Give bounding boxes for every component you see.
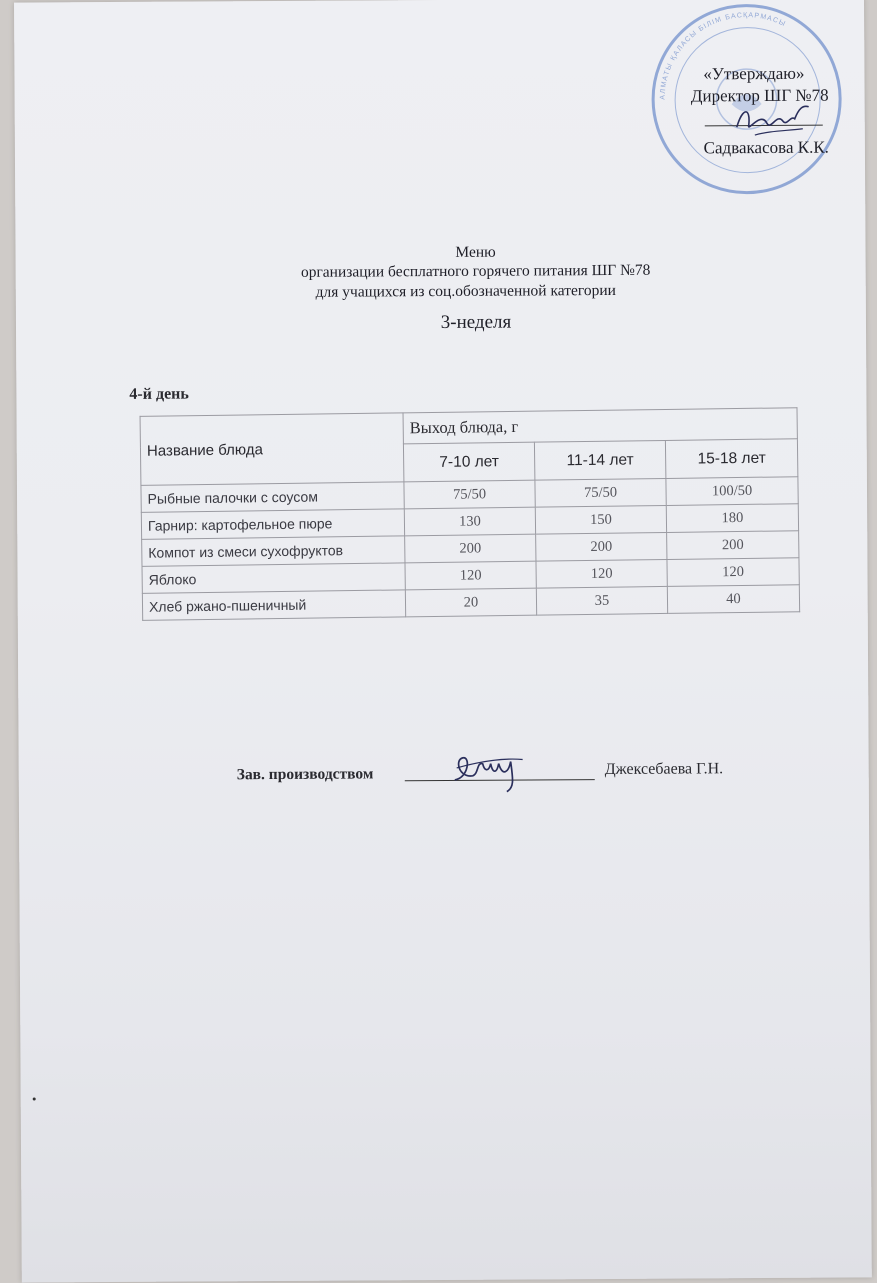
portion-7-10: 20 xyxy=(405,588,536,617)
menu-title: Меню xyxy=(455,243,496,261)
day-label: 4-й день xyxy=(129,385,189,403)
header-age-2: 11-14 лет xyxy=(534,441,665,480)
portion-11-14: 35 xyxy=(536,586,667,615)
menu-table xyxy=(140,407,801,621)
approval-line1: «Утверждаю» xyxy=(703,63,805,84)
production-head-label: Зав. производством xyxy=(236,765,374,784)
header-output: Выход блюда, г xyxy=(403,408,797,445)
header-dish-name: Название блюда xyxy=(140,413,404,485)
portion-7-10: 130 xyxy=(404,507,535,536)
director-signature xyxy=(733,101,813,139)
portion-15-18: 40 xyxy=(667,585,799,614)
production-signature xyxy=(449,747,529,795)
dish-name: Яблоко xyxy=(142,563,405,593)
portion-11-14: 200 xyxy=(536,532,667,561)
stamp-text: АЛМАТЫ ҚАЛАСЫ БІЛІМ БАСҚАРМАСЫ xyxy=(659,12,788,100)
dish-name: Компот из смеси сухофруктов xyxy=(142,536,405,566)
portion-15-18: 100/50 xyxy=(666,477,798,506)
portion-15-18: 180 xyxy=(666,504,798,533)
portion-7-10: 200 xyxy=(405,534,536,563)
dish-name: Гарнир: картофельное пюре xyxy=(141,509,404,539)
portion-7-10: 75/50 xyxy=(404,480,535,509)
approval-line3: Садвакасова К.К. xyxy=(703,137,829,158)
page-mark xyxy=(33,1097,36,1100)
dish-name: Хлеб ржано-пшеничный xyxy=(142,590,405,620)
portion-7-10: 120 xyxy=(405,561,536,590)
week-label: 3-неделя xyxy=(440,311,512,333)
header-age-1: 7-10 лет xyxy=(403,443,534,482)
portion-15-18: 200 xyxy=(667,531,799,560)
header-age-3: 15-18 лет xyxy=(665,439,797,478)
dish-name: Рыбные палочки с соусом xyxy=(141,482,404,512)
portion-15-18: 120 xyxy=(667,558,799,587)
portion-11-14: 150 xyxy=(535,505,666,534)
portion-11-14: 120 xyxy=(536,559,667,588)
document-page xyxy=(14,0,872,1283)
portion-11-14: 75/50 xyxy=(535,478,666,507)
menu-subtitle-1: организации бесплатного горячего питания ШГ №78 xyxy=(300,261,651,281)
menu-subtitle-2: для учащихся из соц.обозначенной категории xyxy=(315,281,616,301)
production-head-name: Джексебаева Г.Н. xyxy=(604,760,724,779)
approval-line2: Директор ШГ №78 xyxy=(690,85,829,106)
